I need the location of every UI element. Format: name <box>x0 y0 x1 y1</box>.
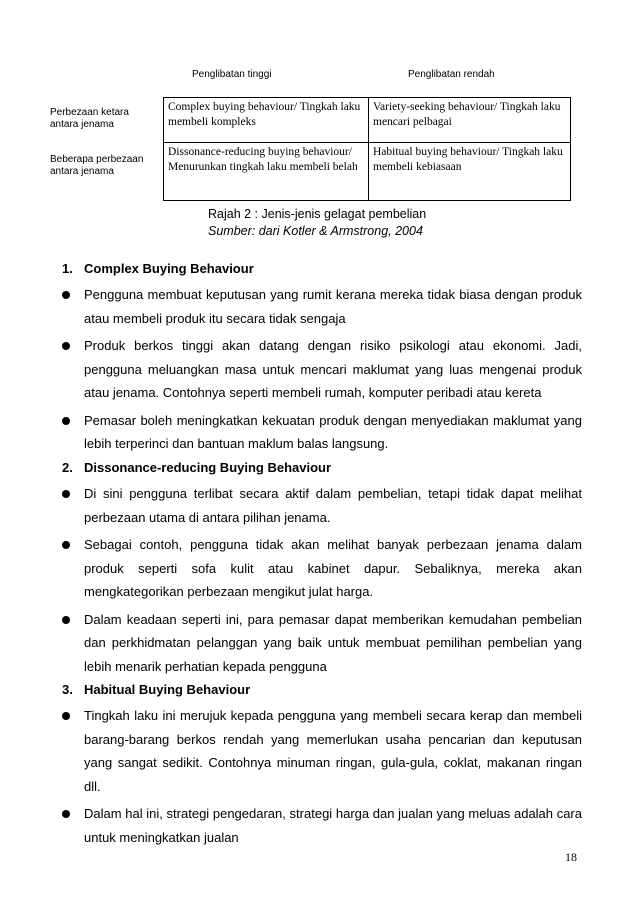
caption-title: Rajah 2 : Jenis-jenis gelagat pembelian <box>208 207 427 221</box>
matrix-cell-dissonance: Dissonance-reducing buying behaviour/ Menurunkan tingkah laku membeli belah <box>164 143 369 201</box>
section-heading: Complex Buying Behaviour <box>84 261 254 276</box>
section-heading: Dissonance-reducing Buying Behaviour <box>84 460 332 475</box>
bullet-text: Di sini pengguna terlibat secara aktif dalam pembelian, tetapi tidak dapat melihat perbezaan utama di antara pilihan jenama. <box>84 486 582 525</box>
bullet-dot-icon <box>62 810 70 818</box>
section-number: 3. <box>62 682 73 697</box>
bullet-dot-icon <box>62 417 70 425</box>
bullet-text: Produk berkos tinggi akan datang dengan risiko psikologi atau ekonomi. Jadi, pengguna meluangkan masa untuk mencari maklumat yang luas mengenai produk atau jenama. Contohnya seperti membeli rumah, komputer peribadi atau kereta <box>84 338 582 400</box>
bullet-list <box>62 482 582 678</box>
bullet-dot-icon <box>62 712 70 720</box>
section-complex <box>62 259 582 456</box>
bullet-list <box>62 704 582 849</box>
caption-source: Sumber: dari Kotler & Armstrong, 2004 <box>208 224 423 238</box>
page-number: 18 <box>565 850 577 864</box>
figure-caption <box>208 206 426 240</box>
list-item <box>62 482 582 529</box>
bullet-text: Tingkah laku ini merujuk kepada pengguna yang membeli secara kerap dan membeli barang-barang berkos rendah yang memerlukan usaha pencarian dan keputusan yang sangat sedikit. Contohnya minuman ringan, gula-gula, coklat, makanan ringan dll. <box>84 708 582 794</box>
list-item <box>62 283 582 330</box>
bullet-dot-icon <box>62 616 70 624</box>
section-number: 2. <box>62 460 73 475</box>
matrix-col-high: Penglibatan tinggi <box>192 69 272 80</box>
bullet-dot-icon <box>62 541 70 549</box>
matrix-col-low: Penglibatan rendah <box>408 69 495 80</box>
section-heading: Habitual Buying Behaviour <box>84 682 251 697</box>
section-habitual <box>62 680 582 849</box>
matrix-row1-label: Perbezaan ketara antara jenama <box>50 107 129 130</box>
list-item <box>62 704 582 798</box>
bullet-dot-icon <box>62 342 70 350</box>
list-item <box>62 608 582 679</box>
list-item <box>62 533 582 604</box>
bullet-text: Dalam hal ini, strategi pengedaran, strategi harga dan jualan yang meluas adalah cara untuk meningkatkan jualan <box>84 806 582 845</box>
bullet-dot-icon <box>62 291 70 299</box>
bullet-list <box>62 283 582 456</box>
bullet-text: Sebagai contoh, pengguna tidak akan melihat banyak perbezaan jenama dalam produk seperti sofa kulit atau kabinet dapur. Sebaliknya, mereka akan mengkategorikan perbezaan mengikut julat harga. <box>84 537 582 599</box>
bullet-text: Pengguna membuat keputusan yang rumit kerana mereka tidak biasa dengan produk atau membeli produk itu secara tidak sengaja <box>84 287 582 326</box>
list-item <box>62 334 582 405</box>
section-title <box>62 680 582 700</box>
section-title <box>62 259 582 279</box>
bullet-text: Dalam keadaan seperti ini, para pemasar dapat memberikan kemudahan pembelian dan perkhidmatan pelanggan yang baik untuk membuat pemilihan pembelian yang lebih menarik perhatian kepada pengguna <box>84 611 582 674</box>
list-item <box>62 409 582 456</box>
bullet-text: Pemasar boleh meningkatkan kekuatan produk dengan menyediakan maklumat yang lebih terperinci dan bantuan maklum balas langsung. <box>84 412 582 451</box>
section-dissonance <box>62 458 582 678</box>
matrix-row2-label: Beberapa perbezaan antara jenama <box>50 154 144 177</box>
matrix-cell-habitual: Habitual buying behaviour/ Tingkah laku membeli kebiasaan <box>369 143 571 201</box>
matrix-cell-variety: Variety-seeking behaviour/ Tingkah laku mencari pelbagai <box>369 98 571 143</box>
section-title <box>62 458 582 478</box>
bullet-dot-icon <box>62 490 70 498</box>
list-item <box>62 802 582 849</box>
behaviour-matrix <box>163 97 571 201</box>
section-number: 1. <box>62 261 73 276</box>
matrix-cell-complex: Complex buying behaviour/ Tingkah laku membeli kompleks <box>164 98 369 143</box>
